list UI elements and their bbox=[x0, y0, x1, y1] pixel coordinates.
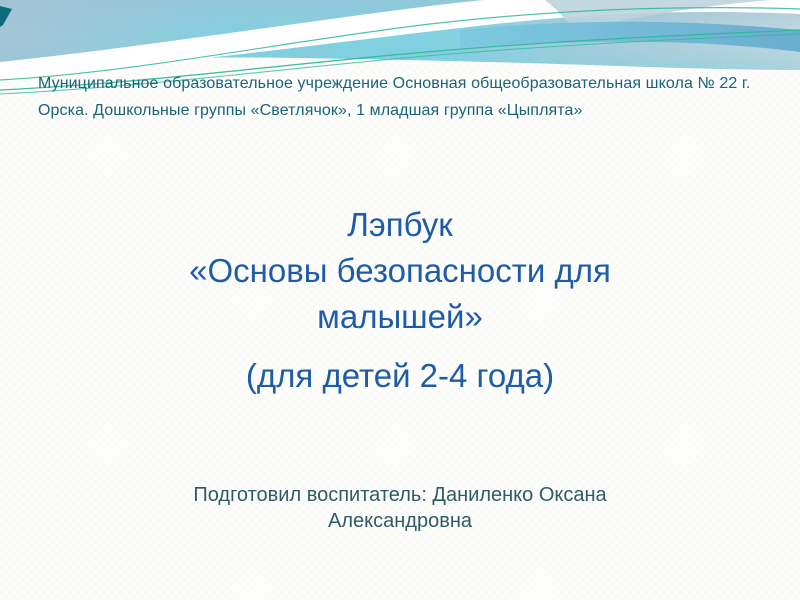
title-line-2: «Основы безопасности для малышей» bbox=[189, 252, 611, 335]
title-line-1: Лэпбук bbox=[347, 206, 453, 243]
slide-title bbox=[110, 202, 690, 399]
author-subtitle: Подготовил воспитатель: Даниленко Оксана Александровна bbox=[193, 484, 607, 532]
title-line-3: (для детей 2-4 года) bbox=[245, 357, 555, 394]
institution-header: Муниципальное образовательное учреждение Основная общеобразовательная школа № 22 г. Орска. Дошкольные группы «Светлячок», 1 младшая группа «Цыплята» bbox=[38, 75, 751, 119]
